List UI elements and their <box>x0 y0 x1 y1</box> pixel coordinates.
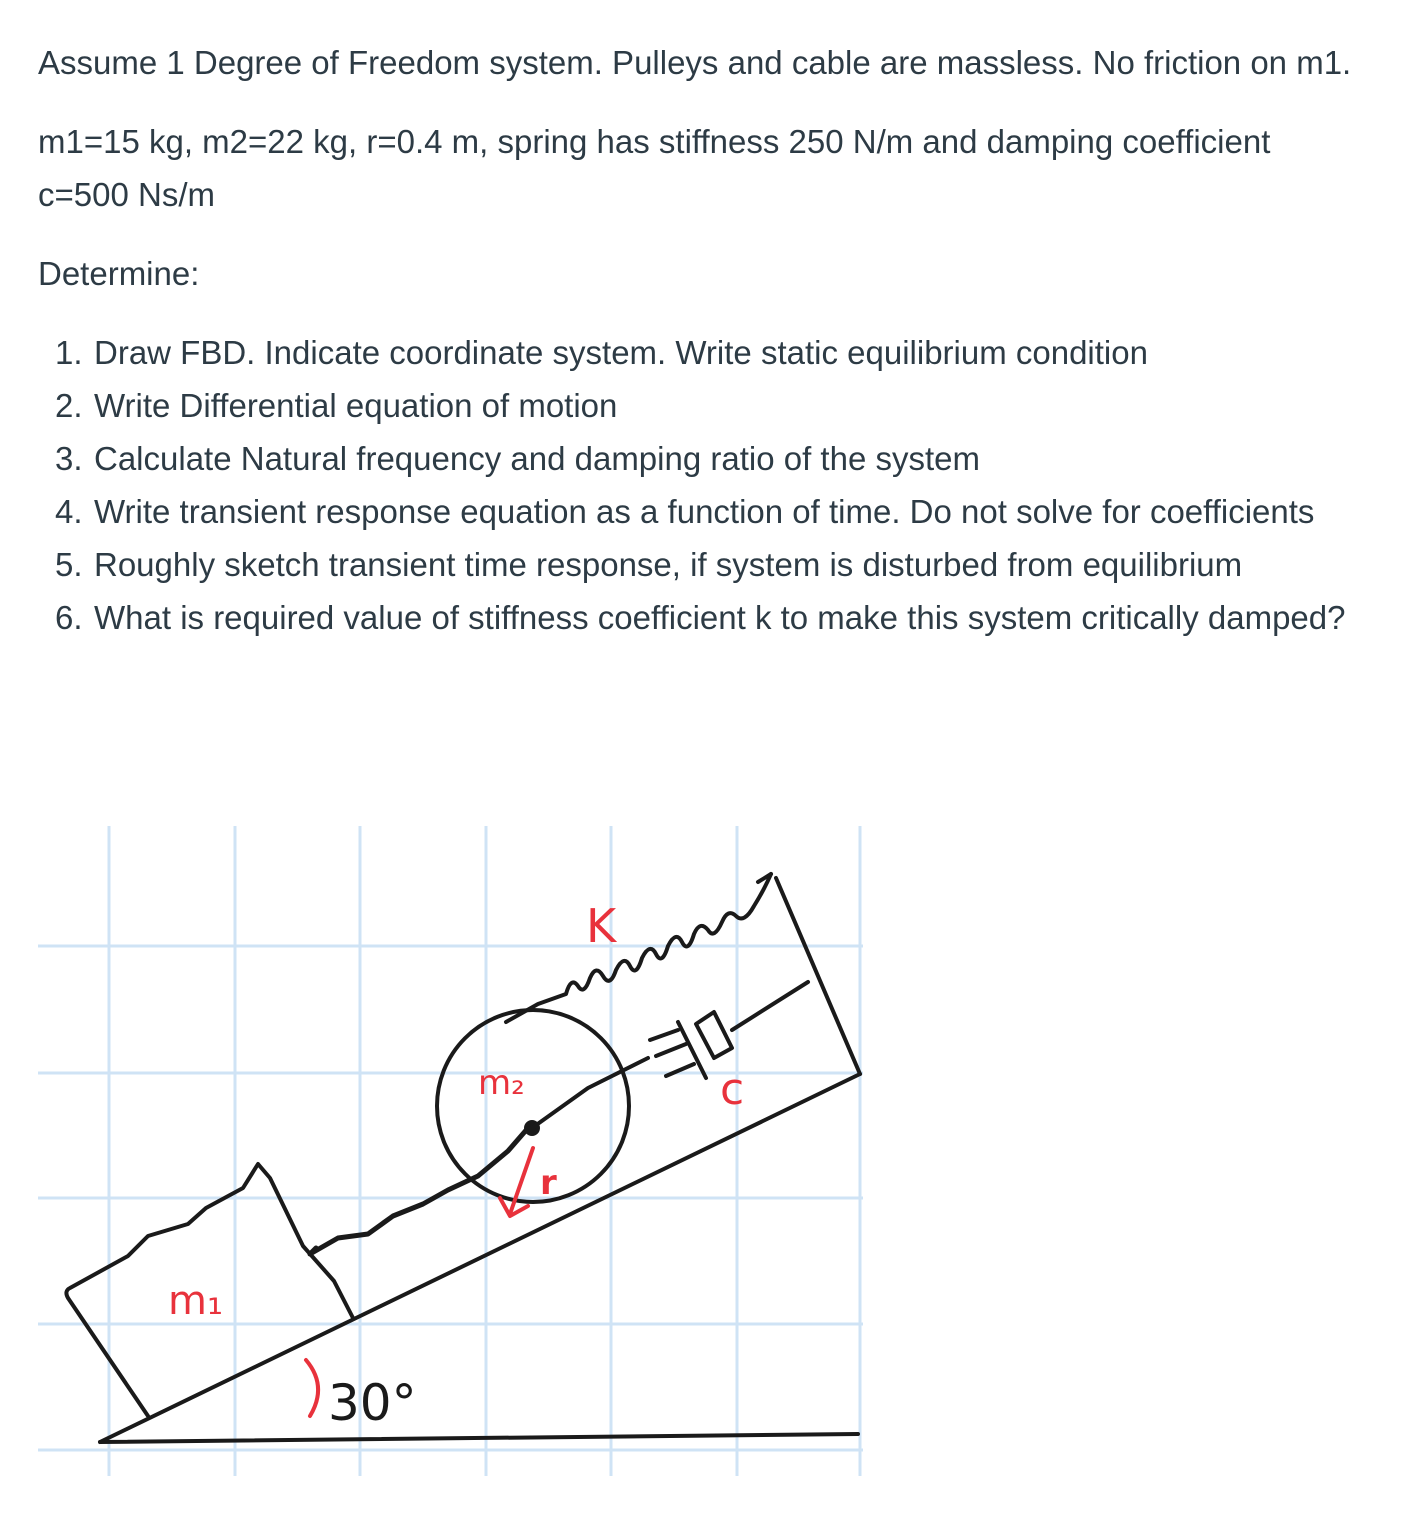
task-text: Write Differential equation of motion <box>94 387 618 424</box>
label-m1: m₁ <box>168 1278 223 1324</box>
grid-lines <box>38 826 863 1476</box>
task-number: 3. <box>55 440 83 477</box>
task-item <box>38 591 1368 644</box>
task-number: 2. <box>55 387 83 424</box>
task-text: Write transient response equation as a function of time. Do not solve for coefficients <box>94 493 1315 530</box>
task-text: Roughly sketch transient time response, if system is disturbed from equilibrium <box>94 546 1243 583</box>
problem-content <box>38 36 1368 644</box>
task-text: Draw FBD. Indicate coordinate system. Write static equilibrium condition <box>94 334 1148 371</box>
label-k: K <box>586 899 617 953</box>
assumption-text: Assume 1 Degree of Freedom system. Pulleys and cable are massless. No friction on m1. <box>38 44 1352 81</box>
task-item <box>38 326 1368 379</box>
task-number: 4. <box>55 493 83 530</box>
pulley-m2 <box>437 1010 629 1202</box>
incline <box>100 874 860 1442</box>
task-item <box>38 432 1368 485</box>
determine-label: Determine: <box>38 255 200 292</box>
task-text: Calculate Natural frequency and damping ratio of the system <box>94 440 980 477</box>
label-c: c <box>720 1064 745 1115</box>
task-number: 5. <box>55 546 83 583</box>
spring-k <box>506 874 771 1022</box>
task-text: What is required value of stiffness coefficient k to make this system critically damped? <box>94 599 1346 636</box>
task-number: 6. <box>55 599 83 636</box>
label-m2: m₂ <box>478 1063 525 1103</box>
task-number: 1. <box>55 334 83 371</box>
cable <box>310 1128 528 1254</box>
parameters-text: m1=15 kg, m2=22 kg, r=0.4 m, spring has stiffness 250 N/m and damping coefficient c=500 Ns/m <box>38 123 1271 213</box>
task-item <box>38 538 1368 591</box>
label-r: r <box>540 1163 557 1203</box>
sketch-svg <box>38 826 868 1486</box>
task-item <box>38 485 1368 538</box>
task-item <box>38 379 1368 432</box>
mechanism-sketch <box>38 826 868 1486</box>
damper-c <box>532 982 808 1128</box>
label-angle: 30° <box>328 1374 417 1432</box>
angle-arc <box>306 1360 318 1416</box>
task-list <box>38 326 1368 644</box>
radius-arrow <box>500 1148 533 1216</box>
